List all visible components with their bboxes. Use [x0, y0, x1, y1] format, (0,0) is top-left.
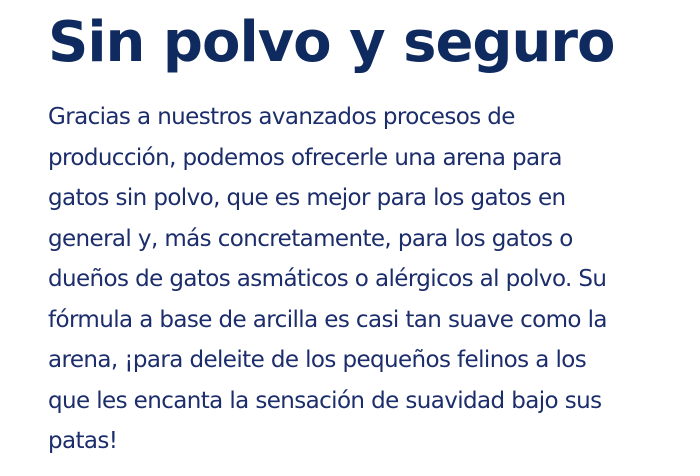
paragraph-line: gatos sin polvo, que es mejor para los gatos en: [48, 185, 566, 211]
paragraph-line: fórmula a base de arcilla es casi tan suave como la: [48, 306, 607, 333]
paragraph-line: general y, más concretamente, para los gatos o: [48, 225, 573, 252]
paragraph-line: que les encanta la sensación de suavidad bajo sus: [48, 387, 602, 414]
paragraph-line: arena, ¡para deleite de los pequeños felinos a los: [48, 347, 587, 373]
section-title: Sin polvo y seguro: [48, 10, 615, 75]
paragraph-line: patas!: [48, 428, 118, 454]
section-paragraph: [48, 97, 678, 462]
paragraph-line: dueños de gatos asmáticos o alérgicos al polvo. Su: [48, 266, 607, 292]
paragraph-line: producción, podemos ofrecerle una arena para: [48, 144, 562, 171]
content-section: [48, 0, 678, 462]
paragraph-line: Gracias a nuestros avanzados procesos de: [48, 104, 515, 130]
